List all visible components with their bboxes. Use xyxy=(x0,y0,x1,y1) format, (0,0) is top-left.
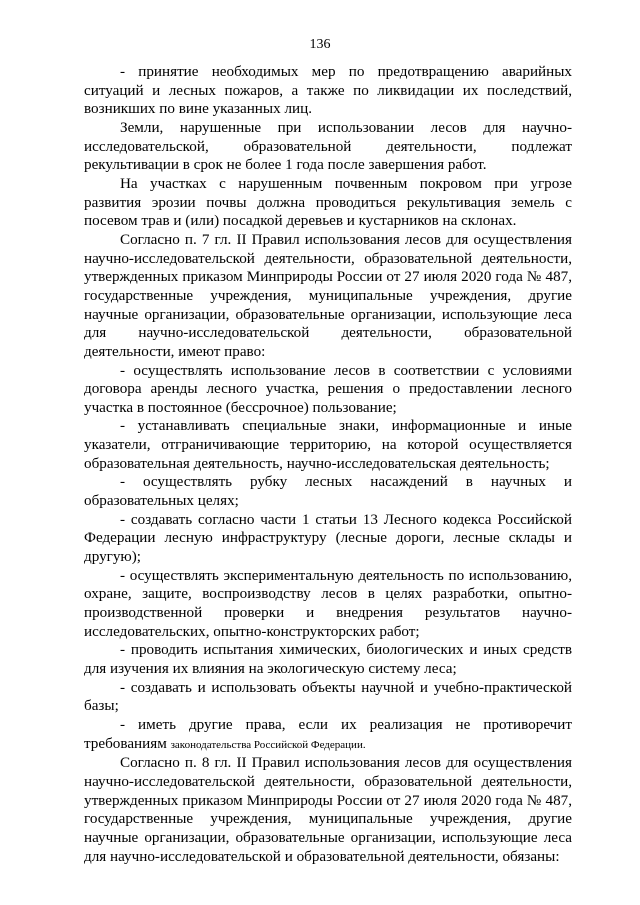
paragraph: Согласно п. 7 гл. II Правил использования лесов для осуществления научно-исследовательской деятельности, образовательной деятельности, утвержденных приказом Минприроды России от 27 июля 2020 года № 487, государственные учреждения, муниципальные учреждения, другие научные организации, образовательные организации, использующие леса для научно-исследовательской деятельности, образовательной деятельности, имеют право: xyxy=(84,230,572,360)
paragraph: - создавать согласно части 1 статьи 13 Лесного кодекса Российской Федерации лесную инфраструктуру (лесные дороги, лесные склады и другую); xyxy=(84,510,572,566)
paragraph-text: - иметь другие права, если их реализация не противоречит требованиям xyxy=(84,715,572,752)
paragraph: - осуществлять рубку лесных насаждений в научных и образовательных целях; xyxy=(84,473,572,510)
page-number: 136 xyxy=(309,37,331,52)
paragraph: На участках с нарушенным почвенным покровом при угрозе развития эрозии почвы должна проводиться рекультивация земель с посевом трав и (или) посадкой деревьев и кустарников на склонах. xyxy=(84,174,572,230)
paragraph: - устанавливать специальные знаки, информационные и иные указатели, отграничивающие территорию, на которой осуществляется образовательная деятельность, научно-исследовательская деятельность; xyxy=(84,417,572,472)
document-body xyxy=(84,63,572,866)
paragraph: Земли, нарушенные при использовании лесов для научно-исследовательской, образовательной деятельности, подлежат рекультивации в срок не более 1 года после завершения работ. xyxy=(84,118,572,174)
paragraph: - осуществлять экспериментальную деятельность по использованию, охране, защите, воспроизводству лесов в целях разработки, опытно-производственной проверки и внедрения результатов научно-исследовательских, опытно-конструкторских работ; xyxy=(84,566,572,640)
paragraph: - проводить испытания химических, биологических и иных средств для изучения их влияния на экологическую систему леса; xyxy=(84,641,572,677)
paragraph: Согласно п. 8 гл. II Правил использования лесов для осуществления научно-исследовательской деятельности, образовательной деятельности, утвержденных приказом Минприроды России от 27 июля 2020 года № 487, государственные учреждения, муниципальные учреждения, другие научные организации, образовательные организации, использующие леса для научно-исследовательской и образовательной деятельности, обязаны: xyxy=(84,754,572,865)
paragraph: - осуществлять использование лесов в соответствии с условиями договора аренды лесного участка, решения о предоставлении лесного участка в постоянное (бессрочное) пользование; xyxy=(84,361,572,416)
paragraph xyxy=(84,716,572,754)
paragraph: - принятие необходимых мер по предотвращению аварийных ситуаций и лесных пожаров, а также по ликвидации их последствий, возникших по вине указанных лиц. xyxy=(84,63,572,118)
small-print-text: законодательства Российской Федерации. xyxy=(170,738,366,751)
paragraph: - создавать и использовать объекты научной и учебно-практической базы; xyxy=(84,678,572,715)
